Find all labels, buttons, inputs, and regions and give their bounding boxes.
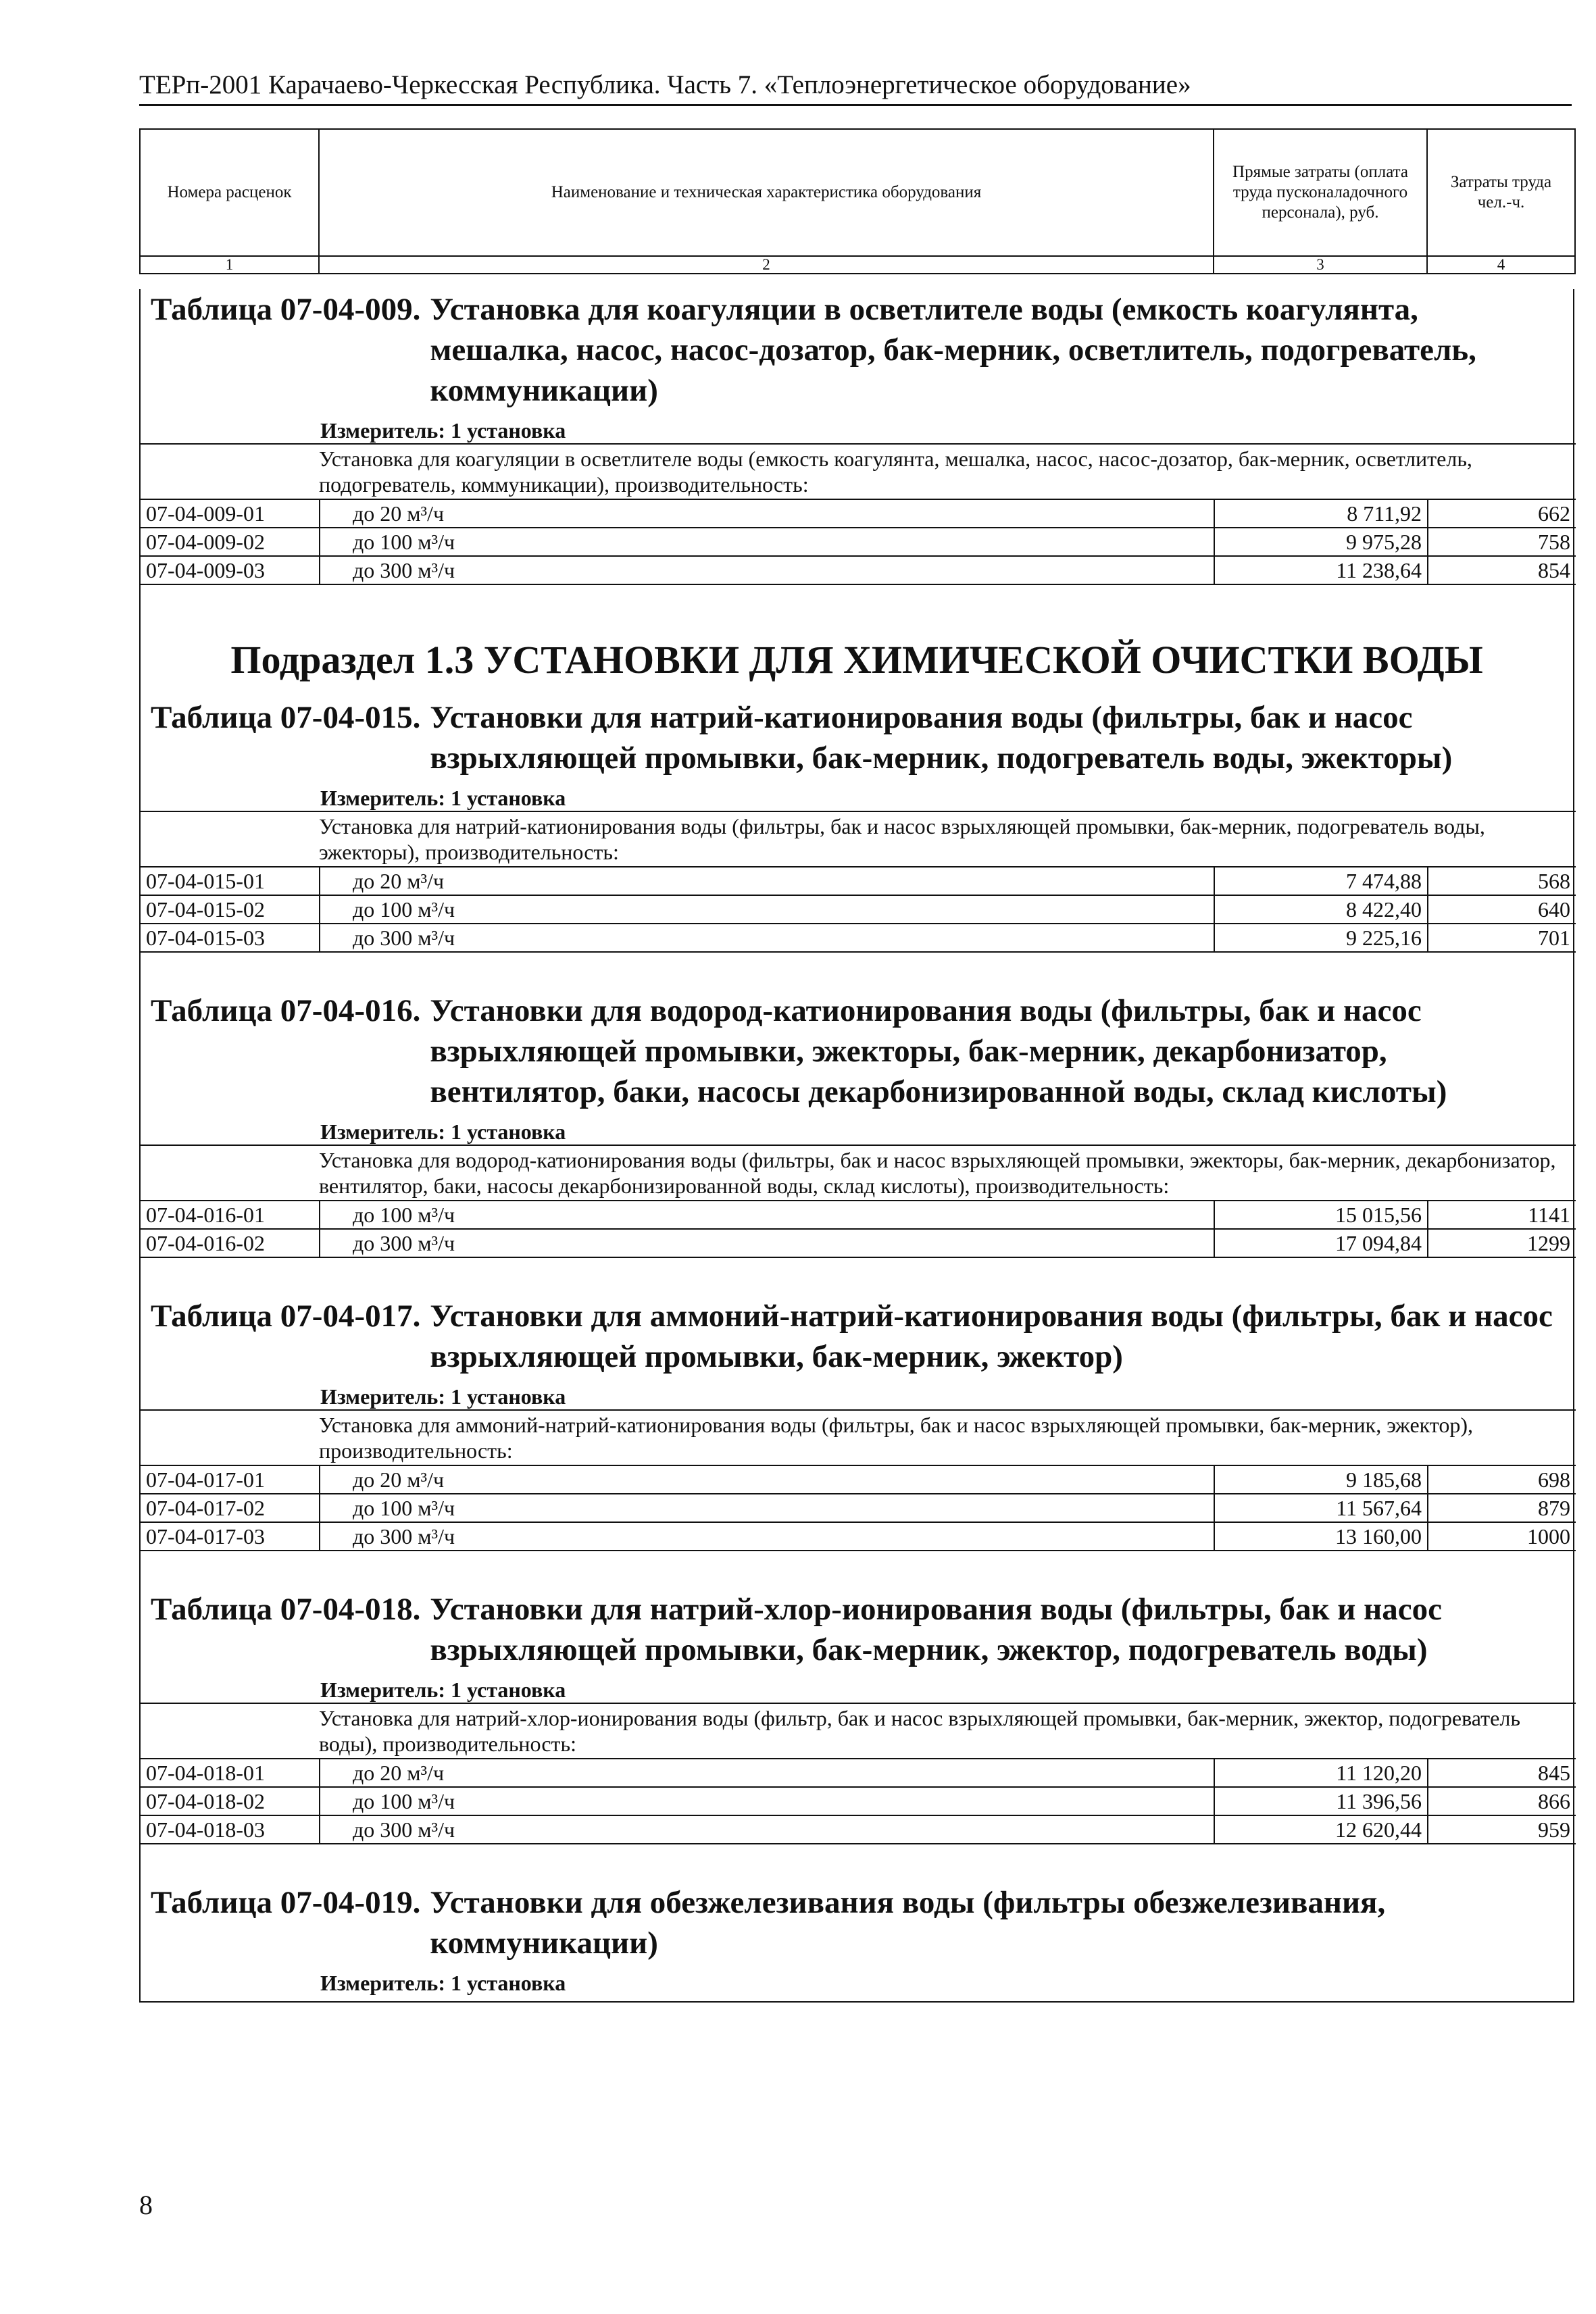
row-code: 07-04-009-03	[141, 556, 320, 584]
row-cost: 8 422,40	[1214, 895, 1428, 924]
row-labor: 758	[1428, 528, 1576, 556]
row-capacity: до 100 м³/ч	[320, 895, 1214, 924]
row-capacity: до 20 м³/ч	[320, 1759, 1214, 1787]
row-capacity: до 20 м³/ч	[320, 867, 1214, 895]
measure-value: 1 установка	[450, 1120, 566, 1144]
table-row	[141, 528, 1576, 556]
price-table-frame	[139, 128, 1574, 2003]
row-cost: 17 094,84	[1214, 1229, 1428, 1257]
row-labor: 568	[1428, 867, 1576, 895]
measure-value: 1 установка	[450, 1678, 566, 1702]
section-gap	[141, 1258, 1573, 1276]
row-capacity: до 300 м³/ч	[320, 1522, 1214, 1551]
table-caption-title: Установки для аммоний-натрий-катионирования воды (фильтры, бак и насос взрыхляющей промывки, бак-мерник, эжектор)	[430, 1299, 1553, 1374]
row-labor: 1141	[1428, 1201, 1576, 1229]
table-caption	[141, 1882, 1573, 1963]
measure-line	[141, 785, 1573, 811]
table-row	[141, 499, 1576, 528]
row-capacity: до 300 м³/ч	[320, 1815, 1214, 1844]
row-code: 07-04-015-02	[141, 895, 320, 924]
price-rows	[141, 1703, 1576, 1844]
section-gap	[141, 953, 1573, 970]
row-code: 07-04-018-01	[141, 1759, 320, 1787]
row-capacity: до 100 м³/ч	[320, 528, 1214, 556]
row-capacity: до 20 м³/ч	[320, 499, 1214, 528]
rows-description: Установка для аммоний-натрий-катионирования воды (фильтры, бак и насос взрыхляющей промывки, бак-мерник, эжектор), производительность:	[141, 1410, 1576, 1465]
table-row	[141, 924, 1576, 952]
table-row	[141, 1815, 1576, 1844]
measure-label: Измеритель:	[320, 418, 445, 443]
table-caption	[141, 1589, 1573, 1670]
row-cost: 9 225,16	[1214, 924, 1428, 952]
row-code: 07-04-017-02	[141, 1494, 320, 1522]
table-caption-title: Установки для обезжелезивания воды (фильтры обезжелезивания, коммуникации)	[430, 1885, 1386, 1961]
row-cost: 9 975,28	[1214, 528, 1428, 556]
table-row	[141, 1759, 1576, 1787]
row-code: 07-04-017-01	[141, 1465, 320, 1494]
measure-label: Измеритель:	[320, 1971, 445, 1995]
table-row	[141, 556, 1576, 584]
price-section	[141, 1882, 1573, 2001]
table-caption-label: Таблица 07-04-017.	[151, 1299, 421, 1334]
table-caption-title: Установки для водород-катионирования воды (фильтры, бак и насос взрыхляющей промывки, эжекторы, бак-мерник, декарбонизатор, вентилятор, баки, насосы декарбонизированной воды, склад кислоты)	[430, 993, 1447, 1109]
table-caption-label: Таблица 07-04-018.	[151, 1592, 421, 1627]
column-header-name: Наименование и техническая характеристика оборудования	[319, 129, 1214, 256]
measure-label: Измеритель:	[320, 1678, 445, 1702]
page-number: 8	[139, 2190, 153, 2220]
row-labor: 866	[1428, 1787, 1576, 1815]
row-labor: 662	[1428, 499, 1576, 528]
row-capacity: до 100 м³/ч	[320, 1201, 1214, 1229]
row-capacity: до 300 м³/ч	[320, 1229, 1214, 1257]
row-code: 07-04-018-03	[141, 1815, 320, 1844]
table-row	[141, 1522, 1576, 1551]
measure-label: Измеритель:	[320, 1384, 445, 1409]
subsection-title: Подраздел 1.3 УСТАНОВКИ ДЛЯ ХИМИЧЕСКОЙ ОЧИСТКИ ВОДЫ	[230, 638, 1483, 682]
row-capacity: до 20 м³/ч	[320, 1465, 1214, 1494]
column-number: 1	[140, 256, 319, 274]
price-section	[141, 289, 1573, 603]
row-labor: 879	[1428, 1494, 1576, 1522]
row-labor: 1000	[1428, 1522, 1576, 1551]
column-header-code: Номера расценок	[140, 129, 319, 256]
row-labor: 845	[1428, 1759, 1576, 1787]
table-caption-title: Установка для коагуляции в осветлителе воды (емкость коагулянта, мешалка, насос, насос-дозатор, бак-мерник, осветлитель, подогреватель, коммуникации)	[430, 292, 1476, 408]
measure-value: 1 установка	[450, 786, 566, 810]
row-labor: 701	[1428, 924, 1576, 952]
row-capacity: до 100 м³/ч	[320, 1494, 1214, 1522]
row-code: 07-04-009-01	[141, 499, 320, 528]
section-gap	[141, 1551, 1573, 1569]
measure-line	[141, 1384, 1573, 1409]
measure-value: 1 установка	[450, 418, 566, 443]
table-caption-title: Установки для натрий-хлор-ионирования воды (фильтры, бак и насос взрыхляющей промывки, бак-мерник, эжектор, подогреватель воды)	[430, 1592, 1442, 1667]
price-section	[141, 697, 1573, 970]
sections-container	[141, 289, 1573, 2001]
row-cost: 7 474,88	[1214, 867, 1428, 895]
rows-description: Установка для натрий-хлор-ионирования воды (фильтр, бак и насос взрыхляющей промывки, бак-мерник, эжектор, подогреватель воды), производительность:	[141, 1703, 1576, 1759]
row-cost: 12 620,44	[1214, 1815, 1428, 1844]
table-row	[141, 1465, 1576, 1494]
table-caption	[141, 1296, 1573, 1377]
measure-value: 1 установка	[450, 1384, 566, 1409]
measure-line	[141, 1970, 1573, 1996]
row-capacity: до 300 м³/ч	[320, 924, 1214, 952]
table-caption-label: Таблица 07-04-015.	[151, 700, 421, 735]
price-section	[141, 1589, 1573, 1862]
row-labor: 1299	[1428, 1229, 1576, 1257]
column-header-cost: Прямые затраты (оплата труда пусконаладочного персонала), руб.	[1214, 129, 1427, 256]
row-cost: 8 711,92	[1214, 499, 1428, 528]
row-cost: 13 160,00	[1214, 1522, 1428, 1551]
table-row	[141, 1494, 1576, 1522]
table-row	[141, 895, 1576, 924]
column-header-table	[139, 128, 1576, 274]
row-cost: 11 238,64	[1214, 556, 1428, 584]
table-caption	[141, 289, 1573, 411]
row-labor: 698	[1428, 1465, 1576, 1494]
price-section	[141, 1296, 1573, 1569]
section-gap	[141, 1844, 1573, 1862]
table-caption-label: Таблица 07-04-009.	[151, 292, 421, 327]
table-caption-label: Таблица 07-04-019.	[151, 1885, 421, 1920]
row-cost: 11 396,56	[1214, 1787, 1428, 1815]
column-number: 4	[1427, 256, 1575, 274]
rows-description: Установка для натрий-катионирования воды (фильтры, бак и насос взрыхляющей промывки, бак-мерник, подогреватель воды, эжекторы), производительность:	[141, 811, 1576, 867]
price-rows	[141, 1409, 1576, 1551]
table-caption-title: Установки для натрий-катионирования воды (фильтры, бак и насос взрыхляющей промывки, бак-мерник, подогреватель воды, эжекторы)	[430, 700, 1453, 776]
row-cost: 9 185,68	[1214, 1465, 1428, 1494]
row-labor: 959	[1428, 1815, 1576, 1844]
tables-body	[139, 289, 1574, 2003]
measure-label: Измеритель:	[320, 1120, 445, 1144]
price-section	[141, 990, 1573, 1276]
table-caption-label: Таблица 07-04-016.	[151, 993, 421, 1028]
row-code: 07-04-018-02	[141, 1787, 320, 1815]
measure-value: 1 установка	[450, 1971, 566, 1995]
table-row	[141, 1201, 1576, 1229]
measure-line	[141, 1119, 1573, 1145]
row-cost: 11 567,64	[1214, 1494, 1428, 1522]
row-labor: 640	[1428, 895, 1576, 924]
table-row	[141, 867, 1576, 895]
measure-line	[141, 418, 1573, 443]
row-cost: 15 015,56	[1214, 1201, 1428, 1229]
row-code: 07-04-017-03	[141, 1522, 320, 1551]
row-cost: 11 120,20	[1214, 1759, 1428, 1787]
row-code: 07-04-015-01	[141, 867, 320, 895]
row-capacity: до 100 м³/ч	[320, 1787, 1214, 1815]
table-row	[141, 1229, 1576, 1257]
price-rows	[141, 443, 1576, 585]
rows-description: Установка для водород-катионирования воды (фильтры, бак и насос взрыхляющей промывки, эжекторы, бак-мерник, декарбонизатор, вентилятор, баки, насосы декарбонизированной воды, склад кислоты), производительность:	[141, 1145, 1576, 1201]
column-number: 3	[1214, 256, 1427, 274]
measure-line	[141, 1677, 1573, 1703]
row-capacity: до 300 м³/ч	[320, 556, 1214, 584]
price-rows	[141, 811, 1576, 953]
table-caption	[141, 697, 1573, 778]
row-code: 07-04-009-02	[141, 528, 320, 556]
table-caption	[141, 990, 1573, 1112]
rows-description: Установка для коагуляции в осветлителе воды (емкость коагулянта, мешалка, насос, насос-дозатор, бак-мерник, осветлитель, подогреватель, коммуникации), производительность:	[141, 444, 1576, 499]
row-labor: 854	[1428, 556, 1576, 584]
column-number: 2	[319, 256, 1214, 274]
price-rows	[141, 1145, 1576, 1258]
row-code: 07-04-016-02	[141, 1229, 320, 1257]
row-code: 07-04-016-01	[141, 1201, 320, 1229]
running-header: ТЕРп-2001 Карачаево-Черкесская Республика. Часть 7. «Теплоэнергетическое оборудование»	[139, 69, 1572, 106]
section-gap	[141, 585, 1573, 603]
table-row	[141, 1787, 1576, 1815]
column-header-labor: Затраты труда чел.-ч.	[1427, 129, 1575, 256]
measure-label: Измеритель:	[320, 786, 445, 810]
row-code: 07-04-015-03	[141, 924, 320, 952]
section-gap	[141, 1996, 1573, 2001]
